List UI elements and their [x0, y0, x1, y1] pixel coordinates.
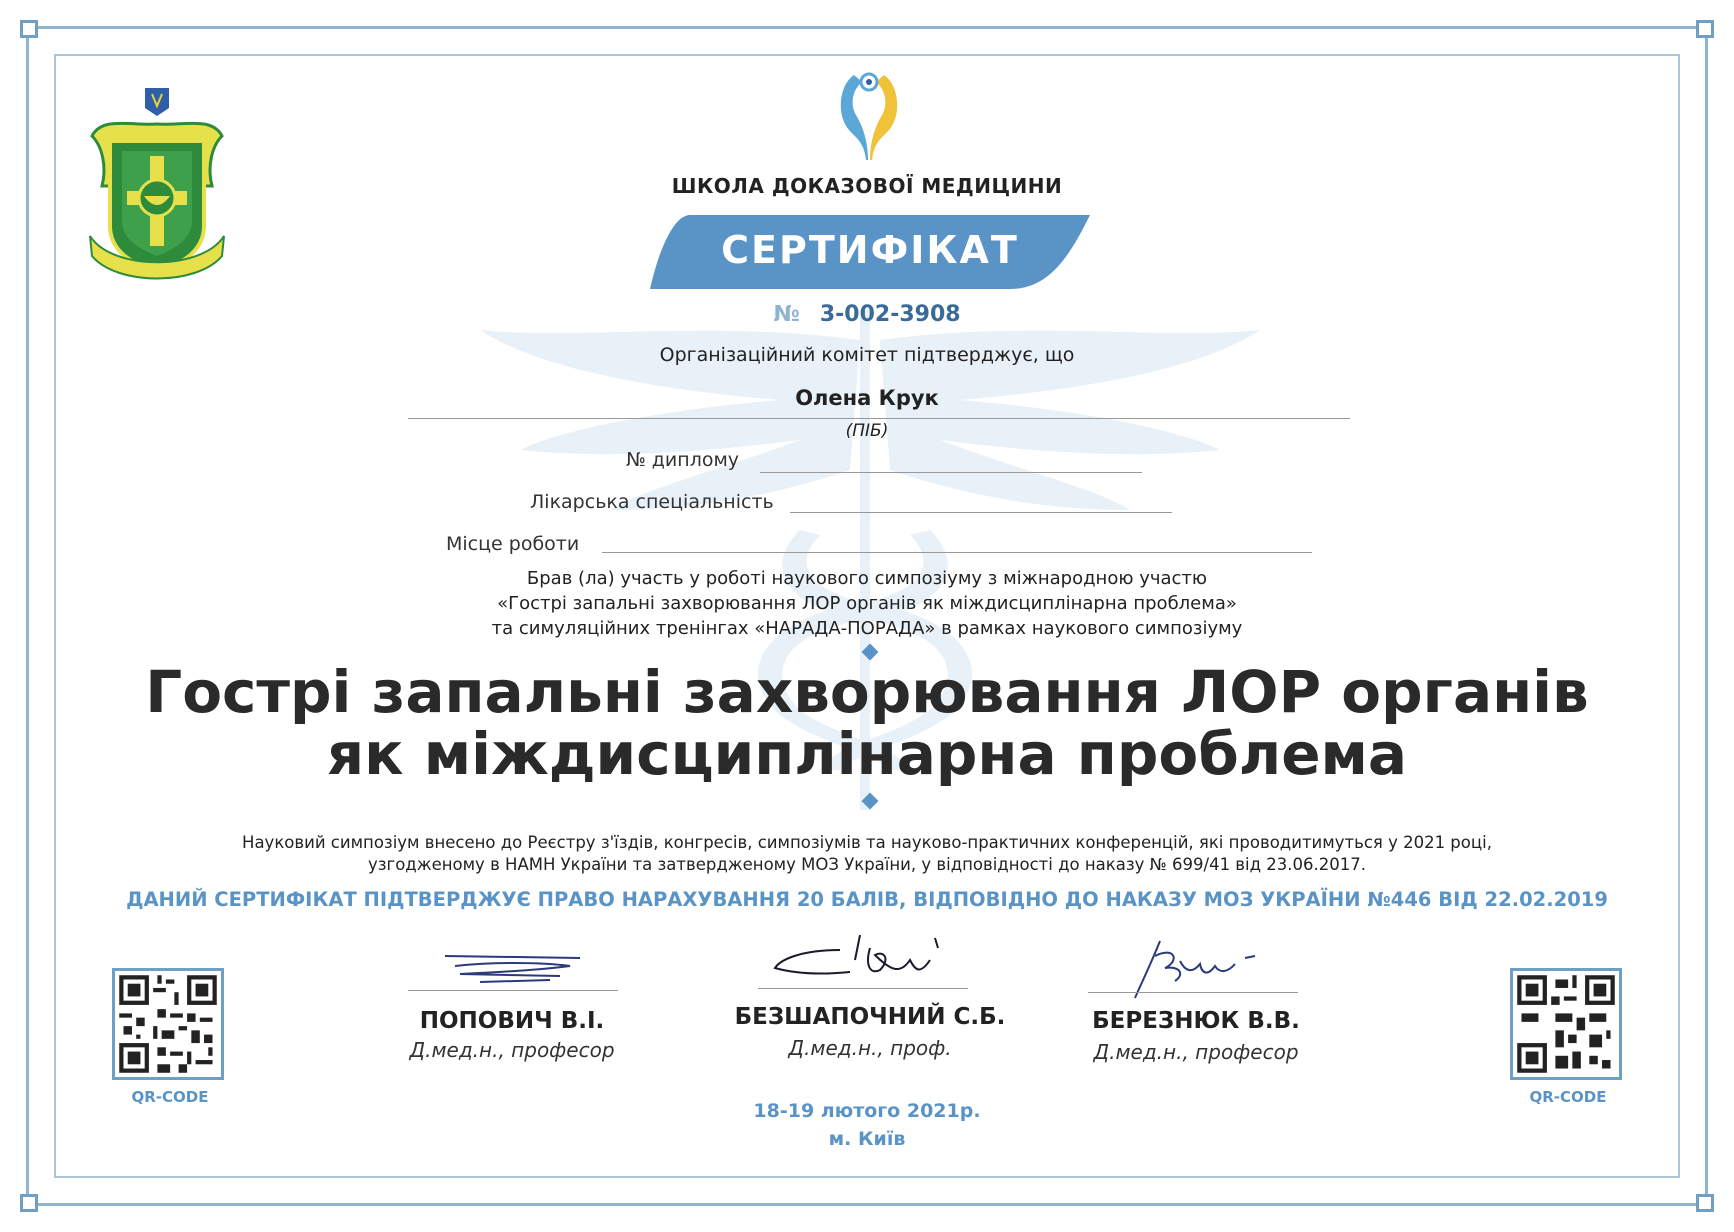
signature-line-1 — [408, 990, 618, 991]
signatory-name-1: ПОПОВИЧ В.І. — [419, 1008, 605, 1034]
signatory-name-3: БЕРЕЗНЮК В.В. — [1092, 1008, 1300, 1034]
specialty-line — [790, 512, 1172, 513]
qr-pattern-icon — [115, 971, 221, 1077]
name-caption: (ПІБ) — [845, 421, 889, 441]
frame-corner — [20, 1194, 38, 1212]
intro-text: Організаційний комітет підтверджує, що — [659, 344, 1075, 366]
recipient-name: Олена Крук — [795, 386, 939, 410]
signature-line-3 — [1088, 992, 1298, 993]
number-symbol: № — [773, 302, 800, 327]
signature-1 — [440, 948, 590, 988]
school-logo-icon — [834, 70, 904, 165]
signatory-name-2: БЕЗШАПОЧНИЙ С.Б. — [734, 1004, 1006, 1030]
main-title-line-2: як міждисциплінарна проблема — [326, 720, 1408, 788]
frame-corner — [1696, 1194, 1714, 1212]
signature-3 — [1120, 936, 1270, 1006]
frame-corner — [20, 20, 38, 38]
qr-label-left: QR-CODE — [131, 1088, 209, 1106]
frame-corner — [1696, 20, 1714, 38]
certificate-title: СЕРТИФІКАТ — [721, 228, 1019, 272]
registry-line-1: Науковий симпозіум внесено до Реєстру з'їздів, конгресів, симпозіумів та науково-практичних конференцій, які проводитимуться у 2021 році, — [242, 833, 1492, 852]
qr-code-left — [112, 968, 224, 1080]
signatory-title-2: Д.мед.н., проф. — [788, 1036, 952, 1060]
participation-line-2: «Гострі запальні захворювання ЛОР органів як міждисциплінарна проблема» — [497, 593, 1237, 614]
participation-line-1: Брав (ла) участь у роботі наукового симпозіуму з міжнародною участю — [526, 568, 1208, 589]
number-value: 3-002-3908 — [819, 302, 961, 327]
signature-2 — [770, 930, 960, 1000]
certificate-number — [0, 302, 1734, 327]
signatory-title-3: Д.мед.н., професор — [1093, 1040, 1299, 1064]
workplace-line — [602, 552, 1312, 553]
specialty-label: Лікарська спеціальність — [530, 491, 774, 513]
organization-name: ШКОЛА ДОКАЗОВОЇ МЕДИЦИНИ — [671, 174, 1063, 198]
qr-label-right: QR-CODE — [1529, 1088, 1607, 1106]
name-underline — [408, 418, 1350, 419]
participation-line-3: та симуляційних тренінгах «НАРАДА-ПОРАДА» в рамках наукового симпозіуму — [491, 618, 1243, 639]
points-statement: ДАНИЙ СЕРТИФІКАТ ПІДТВЕРДЖУЄ ПРАВО НАРАХУВАННЯ 20 БАЛІВ, ВІДПОВІДНО ДО НАКАЗУ МОЗ УКРАЇНИ №446 ВІД 22.02.2019 — [126, 888, 1608, 911]
diploma-label: № диплому — [626, 449, 740, 471]
event-city: м. Київ — [828, 1128, 906, 1150]
qr-code-right — [1510, 968, 1622, 1080]
signatory-title-1: Д.мед.н., професор — [409, 1038, 615, 1062]
event-dates: 18-19 лютого 2021р. — [753, 1100, 981, 1122]
registry-line-2: узгодженому в НАМН України та затвердженому МОЗ України, у відповідності до наказу № 699/41 від 23.06.2017. — [368, 855, 1366, 874]
diploma-line — [760, 472, 1142, 473]
workplace-label: Місце роботи — [446, 533, 580, 555]
signature-line-2 — [758, 988, 968, 989]
qr-pattern-icon — [1513, 971, 1619, 1077]
main-title-line-1: Гострі запальні захворювання ЛОР органів — [145, 658, 1589, 726]
